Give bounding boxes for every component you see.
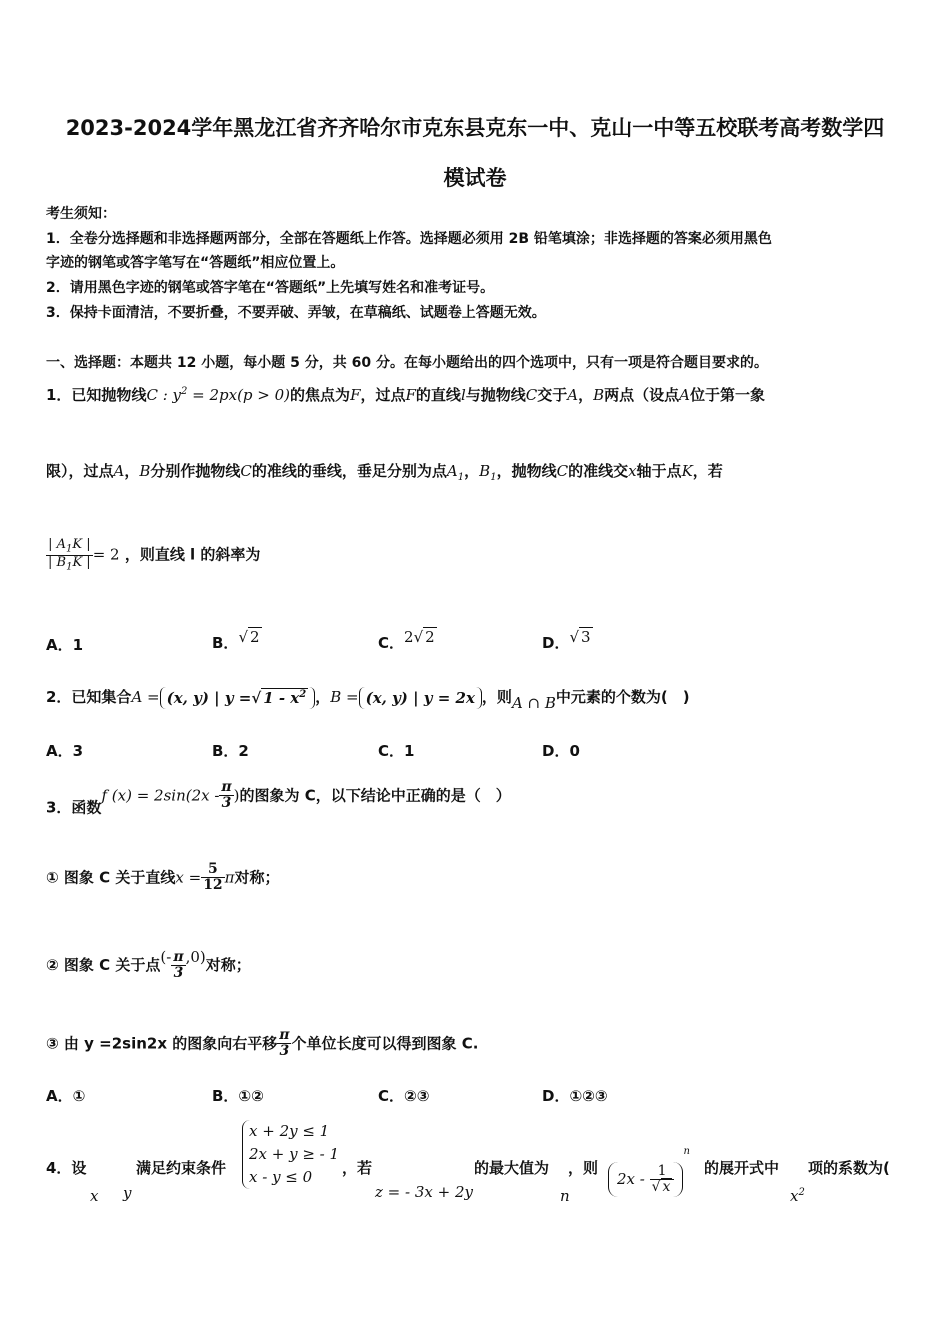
q2-text: 中元素的个数为( ) (555, 688, 690, 706)
q1-ratio-fraction: $\frac{| A_1K |}{| B_1K |}$ (48, 537, 91, 573)
q4-text-if: ，若 (342, 1159, 373, 1177)
q4-constraint-1: x + 2y ≤ 1 (249, 1122, 330, 1140)
q1-text: 的准线的垂线，垂足分别为点 (251, 462, 447, 480)
q2-intersection: A ∩ B (511, 694, 556, 712)
q4-var-y: y (123, 1184, 132, 1202)
q2-text: 2．已知集合 (46, 688, 132, 706)
q4-constraint-3: x - y ≤ 0 (249, 1168, 313, 1186)
q1-text: ， (464, 462, 480, 480)
q2-option-c[interactable]: C．1 (378, 742, 415, 760)
q1-option-d[interactable]: D．√ 3 (542, 628, 591, 652)
q3-function: f (x) = 2sin(2x - (101, 786, 220, 805)
q1-x: x (628, 462, 637, 480)
q3-five-twelfths: $\frac{5}{12}$ (203, 861, 223, 894)
q3-neg-pi-over-3: $\frac{\pi}{3}$ (173, 948, 184, 981)
q4-text-max: 的最大值为 (474, 1159, 550, 1177)
question-2 (46, 686, 690, 712)
q1-F: F (350, 386, 361, 404)
q3-pi: π (224, 868, 235, 887)
q1-text: 位于第一象 (690, 386, 766, 404)
q1-option-b[interactable]: B．√ 2 (212, 628, 260, 652)
q3-text: 对称； (234, 868, 280, 887)
q3-option-d[interactable]: D．①②③ (542, 1087, 608, 1105)
q3-statement-3 (46, 1028, 478, 1060)
notice-item-1-cont: 字迹的钢笔或答字笔写在“答题纸”相应位置上。 (46, 255, 345, 271)
q1-text: ，过点 (360, 386, 406, 404)
q1-text: 的焦点为 (290, 386, 351, 404)
page-title-line2: 模试卷 (443, 166, 507, 190)
notice-item-1: 1．全卷分选择题和非选择题两部分，全部在答题纸上作答。选择题必须用 2B 铅笔填涂；非选择题的答案必须用黑色 (46, 231, 772, 247)
q3-text: ① 图象 C 关于直线 (46, 868, 176, 887)
q1-C: C (525, 386, 538, 404)
q3-shift-pi-over-3: $\frac{\pi}{3}$ (279, 1027, 290, 1060)
q3-x-eq: x = (175, 868, 202, 887)
q4-binomial: 2x - $\frac{1}{√ x}$ $^n$ (608, 1146, 690, 1197)
q1-text: 与抛物线 (465, 386, 526, 404)
q4-constraint-system (242, 1120, 339, 1189)
question-1-line-2 (46, 460, 723, 483)
q1-l: l (460, 386, 466, 404)
page-title: 2023-2024学年黑龙江省齐齐哈尔市克东县克东一中、克山一中等五校联考高考数学四 (65, 116, 885, 140)
q1-C: C (556, 462, 569, 480)
q3-text: 个单位长度可以得到图象 C. (291, 1034, 479, 1053)
q1-text: 两点（设点 (604, 386, 680, 404)
q4-text-start: 4．设 (46, 1159, 87, 1177)
q4-text-coefficient: 项的系数为( (808, 1159, 890, 1177)
q4-n: n (560, 1187, 570, 1205)
notice-item-2: 2．请用黑色字迹的钢笔或答字笔在“答题纸”上先填写姓名和准考证号。 (46, 280, 495, 296)
q4-text-then: ，则 (568, 1159, 599, 1177)
question-3 (46, 780, 511, 817)
q3-option-a[interactable]: A．① (46, 1087, 86, 1105)
q1-option-c[interactable]: C．2√ 2 (378, 628, 435, 652)
q1-ratio-value: = 2 (92, 545, 120, 564)
q1-text: ，若 (692, 462, 723, 480)
q1-text: 交于 (537, 386, 568, 404)
q4-text-expansion: 的展开式中 (704, 1159, 780, 1177)
q3-option-b[interactable]: B．①② (212, 1087, 264, 1105)
q1-text: ，则直线 l 的斜率为 (124, 545, 261, 564)
q3-pi-over-3: $\frac{\pi}{3}$ (221, 779, 232, 812)
q1-A1: $A_1$ (446, 462, 465, 483)
q3-close-paren: ) (233, 786, 240, 805)
q2-B: B = (330, 688, 359, 706)
q3-point-close: ,0) (185, 948, 206, 966)
q2-option-d[interactable]: D．0 (542, 742, 580, 760)
q4-x-squared: $x^2$ (790, 1187, 805, 1205)
q3-option-c[interactable]: C．②③ (378, 1087, 430, 1105)
q2-set-A: (x, y) | y =√ $1 - x^2$ (160, 687, 316, 709)
q1-text: 的准线交 (568, 462, 629, 480)
q1-C: C (240, 462, 252, 480)
q1-text: ， (124, 462, 140, 480)
q1-A: A (113, 462, 125, 480)
q2-option-a[interactable]: A．3 (46, 742, 84, 760)
q2-text: ，则 (481, 688, 512, 706)
q4-text-constraint: 满足约束条件 (136, 1159, 227, 1177)
q1-B: B (593, 386, 605, 404)
q1-F: F (405, 386, 416, 404)
question-1-line-1 (46, 384, 765, 405)
section-heading: 一、选择题：本题共 12 小题，每小题 5 分，共 60 分。在每小题给出的四个选项中，只有一项是符合题目要求的。 (46, 355, 768, 371)
q2-set-B: (x, y) | y = 2x (359, 687, 482, 709)
q2-text: ， (315, 688, 331, 706)
q1-text: 轴于点 (636, 462, 682, 480)
q1-B: B (139, 462, 151, 480)
q3-text: 3．函数 (46, 798, 102, 817)
q3-point-open: (- (160, 948, 172, 966)
question-1-line-3 (46, 538, 260, 572)
q3-text: 对称； (205, 956, 251, 974)
q1-A: A (567, 386, 579, 404)
q4-var-x: x (90, 1187, 99, 1205)
q4-objective: z = - 3x + 2y (375, 1183, 473, 1201)
q1-text: 的直线 (415, 386, 461, 404)
q1-text: ， (578, 386, 594, 404)
q1-text: 分别作抛物线 (150, 462, 241, 480)
q3-text: ② 图象 C 关于点 (46, 956, 161, 974)
q1-parabola-eq: C : $y^2 = 2px(p > 0)$ (146, 386, 291, 404)
q4-constraint-2: 2x + y ≥ - 1 (249, 1145, 340, 1163)
q3-statement-1 (46, 862, 280, 894)
q3-text: 的图象为 C，以下结论中正确的是（ ） (239, 786, 511, 805)
q3-text: ③ 由 y =2sin2x 的图象向右平移 (46, 1034, 278, 1053)
q1-text: 限），过点 (46, 462, 114, 480)
q2-A: A = (131, 688, 160, 706)
notice-item-3: 3．保持卡面清洁，不要折叠，不要弄破、弄皱，在草稿纸、试题卷上答题无效。 (46, 305, 546, 321)
q1-option-a[interactable]: A．1 (46, 636, 84, 654)
q1-text: ，抛物线 (496, 462, 557, 480)
q1-text: 1．已知抛物线 (46, 386, 147, 404)
q3-statement-2 (46, 948, 251, 981)
q1-A: A (679, 386, 691, 404)
q2-option-b[interactable]: B．2 (212, 742, 249, 760)
q1-B1: $B_1$ (479, 462, 497, 483)
notice-heading: 考生须知： (46, 206, 116, 222)
q1-K: K (681, 462, 693, 480)
